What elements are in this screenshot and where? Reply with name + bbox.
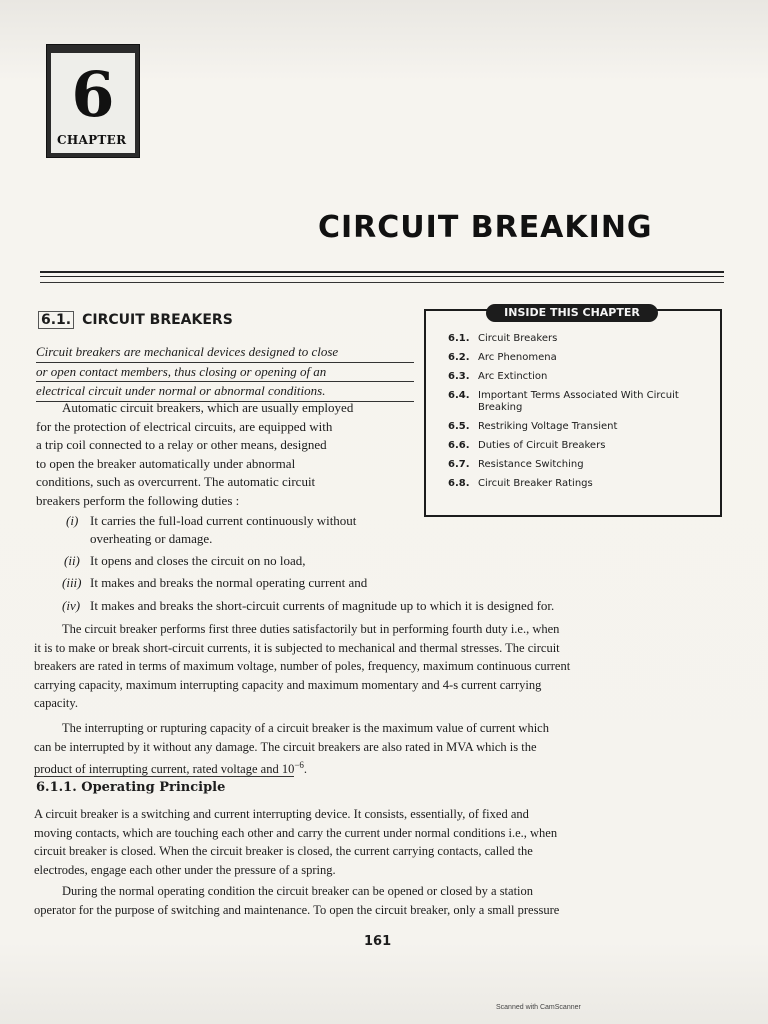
list-item-text: Important Terms Associated With Circuit Breaking <box>478 390 679 413</box>
list-item-text: Duties of Circuit Breakers <box>478 440 606 451</box>
duty-item <box>64 552 306 570</box>
duty-item <box>62 597 554 615</box>
paragraph-line: breakers perform the following duties : <box>36 492 240 508</box>
normal-operation-paragraph <box>34 882 734 919</box>
chapter-badge <box>46 44 140 158</box>
list-item <box>448 390 718 414</box>
subsection-title: Operating Principle <box>81 780 226 795</box>
duty-item <box>66 512 356 548</box>
list-item <box>448 421 718 433</box>
title-rule <box>40 271 724 273</box>
inside-chapter-header: INSIDE THIS CHAPTER <box>486 304 658 322</box>
inside-chapter-box <box>424 306 722 517</box>
rating-paragraph <box>34 620 734 713</box>
list-item <box>448 459 718 471</box>
duty-number: (iv) <box>62 598 81 613</box>
section-title: CIRCUIT BREAKERS <box>82 312 233 328</box>
list-item-number: 6.4. <box>448 390 470 401</box>
paragraph-line: Automatic circuit breakers, which are usually employed <box>62 400 354 415</box>
duty-number: (ii) <box>64 553 80 568</box>
list-item-text: Arc Extinction <box>478 371 548 382</box>
list-item <box>448 478 718 490</box>
list-item-number: 6.8. <box>448 478 470 489</box>
list-item-text: Resistance Switching <box>478 459 584 470</box>
list-item-number: 6.5. <box>448 421 470 432</box>
subsection-heading <box>36 780 225 795</box>
list-item <box>448 440 718 452</box>
paragraph-line: During the normal operating condition the circuit breaker can be opened or closed by a station <box>62 884 534 898</box>
chapter-label: CHAPTER <box>57 133 127 147</box>
paragraph-line: electrodes, engage each other under the pressure of a spring. <box>34 862 336 877</box>
list-item-number: 6.3. <box>448 371 470 382</box>
list-item-text: Restriking Voltage Transient <box>478 421 618 432</box>
duty-text: It makes and breaks the normal operating current and <box>90 575 368 590</box>
paragraph-text: product of interrupting current, rated voltage and 10 <box>34 762 295 777</box>
list-item <box>448 333 718 345</box>
duty-text: It opens and closes the circuit on no load, <box>90 553 306 568</box>
duty-item <box>62 574 367 592</box>
paragraph-line: breakers are rated in terms of maximum voltage, number of poles, frequency, maximum continuous current <box>34 659 571 673</box>
paragraph-line: can be interrupted by it without any damage. The circuit breakers are also rated in MVA which is the <box>34 739 537 754</box>
list-item-number: 6.6. <box>448 440 470 451</box>
duty-text: overheating or damage. <box>90 531 213 546</box>
duty-number: (iii) <box>62 575 82 590</box>
paragraph-line: The interrupting or rupturing capacity of a circuit breaker is the maximum value of current which <box>62 721 549 735</box>
paragraph-line: circuit breaker is closed. When the circuit breaker is closed, the current carrying contacts, called the <box>34 844 533 858</box>
chapter-badge-inner <box>51 53 135 153</box>
paragraph-line: electrical circuit under normal or abnormal conditions. <box>36 382 414 402</box>
paragraph-line: capacity. <box>34 696 78 710</box>
paragraph-line <box>34 756 734 779</box>
list-item-number: 6.7. <box>448 459 470 470</box>
paragraph-line: carrying capacity, maximum interrupting capacity and maximum momentary and 4-s current carrying <box>34 677 542 692</box>
paragraph-line: conditions, such as overcurrent. The automatic circuit <box>36 474 316 489</box>
list-item-text: Arc Phenomena <box>478 352 557 363</box>
intro-paragraph <box>36 343 414 402</box>
superscript: −6 <box>294 760 304 770</box>
list-item <box>448 371 718 383</box>
list-item <box>448 352 718 364</box>
duty-number: (i) <box>66 513 79 528</box>
list-item-text: Circuit Breakers <box>478 333 558 344</box>
paragraph-text: . <box>303 762 308 777</box>
page-number: 161 <box>364 934 392 949</box>
interrupting-capacity-paragraph <box>34 719 734 779</box>
list-item-number: 6.1. <box>448 333 470 344</box>
title-rule <box>40 276 724 277</box>
inside-chapter-list <box>448 333 718 497</box>
list-item-text: Circuit Breaker Ratings <box>478 478 593 489</box>
paragraph-line: a trip coil connected to a relay or other means, designed <box>36 437 327 452</box>
chapter-number: 6 <box>71 58 115 131</box>
section-number: 6.1. <box>38 311 74 329</box>
paragraph-line: A circuit breaker is a switching and current interrupting device. It consists, essentially, of fixed and <box>34 807 529 821</box>
paragraph-line: operator for the purpose of switching and maintenance. To open the circuit breaker, only a small pressure <box>34 902 560 917</box>
section-heading <box>38 312 233 328</box>
duty-text: It makes and breaks the short-circuit currents of magnitude up to which it is designed for. <box>90 598 555 613</box>
title-rule <box>40 282 724 283</box>
paragraph-line: it is to make or break short-circuit currents, it is subjected to mechanical and thermal stresses. The circuit <box>34 640 560 655</box>
paragraph-line: for the protection of electrical circuits, are equipped with <box>36 418 333 434</box>
automatic-breakers-paragraph <box>36 399 414 510</box>
page-title: CIRCUIT BREAKING <box>318 210 653 245</box>
paragraph-line: moving contacts, which are touching each other and carry the current under normal conditions i.e., when <box>34 825 558 840</box>
paragraph-line: to open the breaker automatically under abnormal <box>36 455 296 471</box>
list-item-number: 6.2. <box>448 352 470 363</box>
paragraph-line: The circuit breaker performs first three duties satisfactorily but in performing fourth duty i.e., when <box>62 622 560 636</box>
operating-principle-paragraph <box>34 805 734 879</box>
paragraph-line: or open contact members, thus closing or opening of an <box>36 363 414 383</box>
paragraph-line: Circuit breakers are mechanical devices designed to close <box>36 343 414 363</box>
subsection-number: 6.1.1. <box>36 780 77 795</box>
scanner-watermark: Scanned with CamScanner <box>496 1004 581 1011</box>
duty-text: It carries the full-load current continuously without <box>90 513 357 528</box>
